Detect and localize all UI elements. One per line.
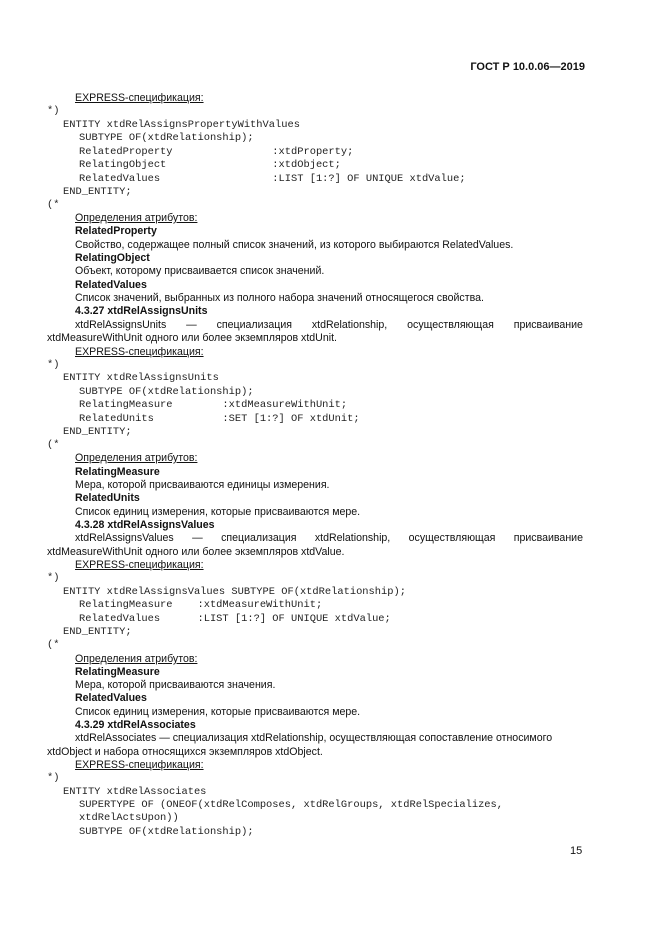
code-line: ENTITY xtdRelAssociates [63,786,207,798]
word: — [192,532,203,544]
code-line: RelatedValues :LIST [1:?] OF UNIQUE xtdValue; [79,613,391,625]
attribute-definitions-label: Определения атрибутов: [75,212,198,224]
code-line: END_ENTITY; [63,626,132,638]
paragraph-line: xtdRelAssociates — специализация xtdRelationship, осуществляющая сопоставление относимого [75,732,553,744]
paragraph-justified-line [75,318,583,332]
code-line: RelatingObject :xtdObject; [79,159,341,171]
attribute-description: Список значений, выбранных из полного набора значений относящегося свойства. [75,292,484,304]
word: xtdRelationship, [314,532,391,544]
attribute-description: Мера, которой присваиваются единицы измерения. [75,479,330,491]
word: осуществляющая [408,532,496,544]
express-spec-label: EXPRESS-спецификация: [75,559,204,571]
express-spec-label: EXPRESS-спецификация: [75,759,204,771]
code-line: RelatedProperty :xtdProperty; [79,146,354,158]
attribute-name: RelatingObject [75,252,150,264]
code-line: ENTITY xtdRelAssignsPropertyWithValues [63,119,300,131]
attribute-description: Объект, которому присваивается список значений. [75,265,325,277]
attribute-name: RelatedUnits [75,492,140,504]
paragraph-line: xtdMeasureWithUnit одного или более экземпляров xtdValue. [47,546,345,558]
attribute-description: Мера, которой присваиваются значения. [75,679,276,691]
attribute-name: RelatingMeasure [75,666,160,678]
section-heading: 4.3.27 xtdRelAssignsUnits [75,305,208,317]
code-comment-close: *) [47,359,60,371]
express-spec-label: EXPRESS-спецификация: [75,92,204,104]
code-line: RelatedUnits :SET [1:?] OF xtdUnit; [79,413,360,425]
page-number: 15 [570,845,583,857]
word: — [186,319,197,331]
attribute-description: Список единиц измерения, которые присваиваются мере. [75,506,361,518]
attribute-name: RelatedValues [75,692,147,704]
code-comment-close: *) [47,105,60,117]
word: присваивание [513,319,583,331]
word: xtdRelAssignsUnits [75,319,167,331]
paragraph-line: xtdObject и набора относящихся экземпляров xtdObject. [47,746,323,758]
express-spec-label: EXPRESS-спецификация: [75,346,204,358]
attribute-description: Список единиц измерения, которые присваиваются мере. [75,706,361,718]
code-comment-close: *) [47,572,60,584]
code-comment-open: (* [47,199,60,211]
code-line: SUBTYPE OF(xtdRelationship); [79,386,254,398]
attribute-name: RelatedProperty [75,225,157,237]
code-line: RelatingMeasure :xtdMeasureWithUnit; [79,599,323,611]
code-line: SUPERTYPE OF (ONEOF(xtdRelComposes, xtdRelGroups, xtdRelSpecializes, [79,799,504,811]
section-heading: 4.3.29 xtdRelAssociates [75,719,196,731]
word: специализация [216,319,292,331]
attribute-name: RelatedValues [75,279,147,291]
document-header: ГОСТ Р 10.0.06—2019 [470,61,585,73]
paragraph-justified-line [75,531,583,545]
word: присваивание [513,532,583,544]
word: специализация [221,532,297,544]
code-line: SUBTYPE OF(xtdRelationship); [79,826,254,838]
code-line: ENTITY xtdRelAssignsValues SUBTYPE OF(xtdRelationship); [63,586,406,598]
code-line: RelatingMeasure :xtdMeasureWithUnit; [79,399,348,411]
code-comment-open: (* [47,639,60,651]
word: xtdRelAssignsValues [75,532,174,544]
word: xtdRelationship, [311,319,388,331]
code-line: ENTITY xtdRelAssignsUnits [63,372,219,384]
code-line: END_ENTITY; [63,186,132,198]
attribute-definitions-label: Определения атрибутов: [75,653,198,665]
code-line: RelatedValues :LIST [1:?] OF UNIQUE xtdValue; [79,173,466,185]
code-comment-close: *) [47,772,60,784]
paragraph-line: xtdMeasureWithUnit одного или более экземпляров xtdUnit. [47,332,337,344]
word: осуществляющая [407,319,494,331]
attribute-description: Свойство, содержащее полный список значений, из которого выбираются RelatedValues. [75,239,514,251]
attribute-name: RelatingMeasure [75,466,160,478]
code-comment-open: (* [47,439,60,451]
code-line: END_ENTITY; [63,426,132,438]
code-line: xtdRelActsUpon)) [79,812,179,824]
attribute-definitions-label: Определения атрибутов: [75,452,198,464]
section-heading: 4.3.28 xtdRelAssignsValues [75,519,215,531]
code-line: SUBTYPE OF(xtdRelationship); [79,132,254,144]
